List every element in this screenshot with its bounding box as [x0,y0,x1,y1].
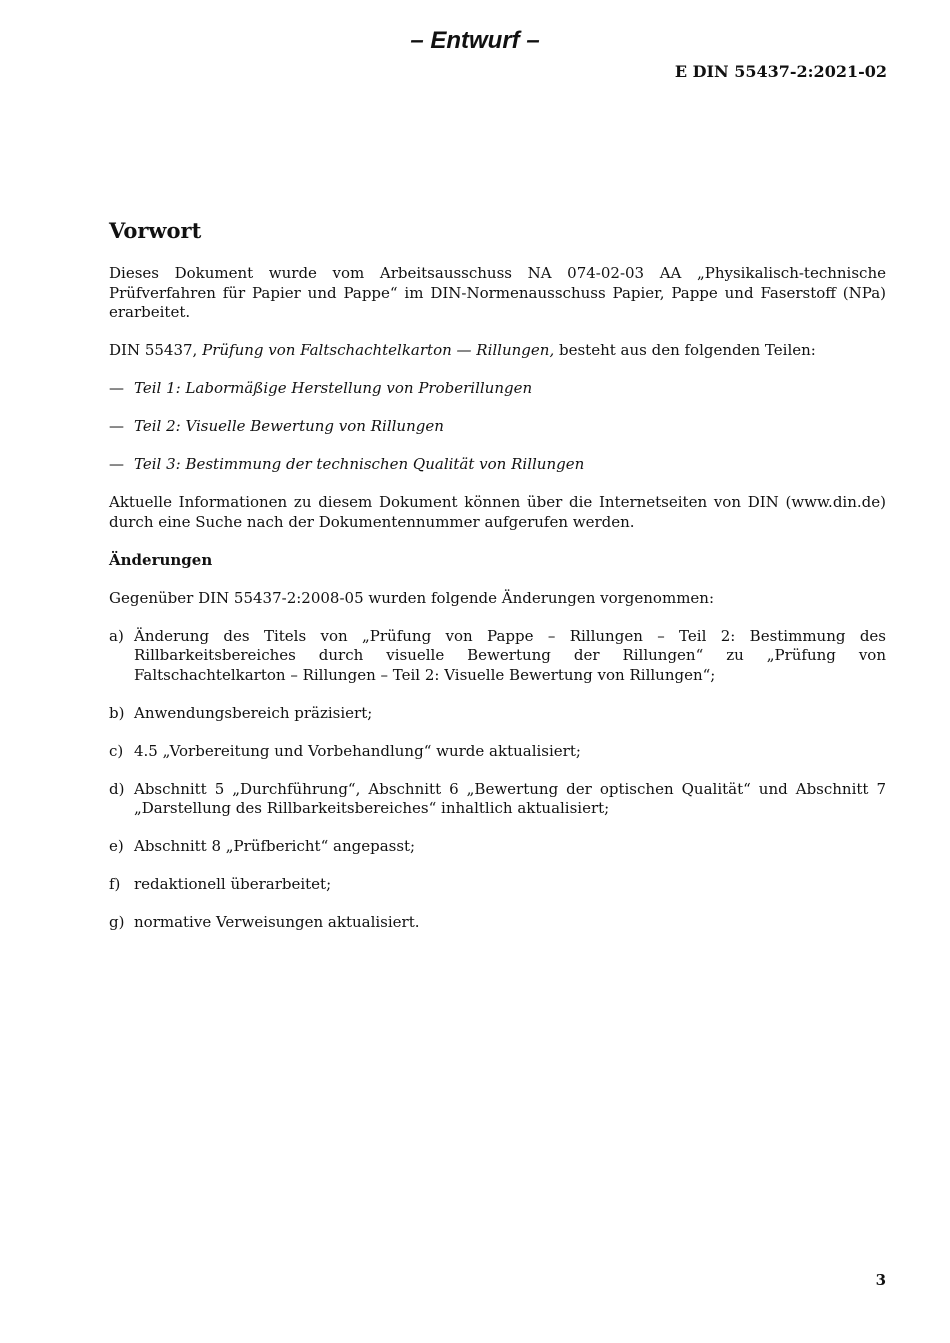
change-text: redaktionell überarbeitet; [134,875,332,893]
foreword-intro: Dieses Dokument wurde vom Arbeitsausschuss NA 074-02-03 AA „Physikalisch-technische Prüfverfahren für Papier und Pappe“ im DIN-Normenausschuss Papier, Pappe und Faserstoff (NPa) erarbeitet. [109,264,886,321]
info-paragraph: Aktuelle Informationen zu diesem Dokument können über die Internetseiten von DIN (www.din.de) durch eine Suche nach der Dokumentennummer aufgerufen werden. [109,493,886,531]
change-text: Abschnitt 8 „Prüfbericht“ angepasst; [134,837,416,855]
change-text: Anwendungsbereich präzisiert; [134,703,373,722]
part-title: Teil 1: Labormäßige Herstellung von Proberillungen [134,379,533,397]
changes-heading: Änderungen [109,550,213,569]
change-text: Änderung des Titels von „Prüfung von Pappe – Rillungen – Teil 2: Bestimmung des Rillbarkeitsbereiches durch visuelle Bewertung der Rillungen“ zu „Prüfung von Faltschachtelkarton – Rillungen – Teil 2: Visuelle Bewertung von Rillungen“; [134,626,886,684]
change-marker: d) [109,779,125,798]
draft-label: – Entwurf – [410,27,540,54]
change-text: normative Verweisungen aktualisiert. [134,913,420,931]
parts-intro-prefix: DIN 55437, [109,341,203,359]
list-dash: — [109,379,124,397]
change-item [109,627,886,686]
part-title: Teil 2: Visuelle Bewertung von Rillungen [134,417,444,435]
parts-intro-title: Prüfung von Faltschachtelkarton — Rillungen, [202,341,555,359]
change-marker: g) [109,913,125,931]
parts-intro [109,341,886,361]
change-item [109,704,886,724]
change-marker: a) [109,626,124,645]
part-list-item [109,417,886,437]
document-id: E DIN 55437-2:2021-02 [674,62,887,81]
change-text: Abschnitt 5 „Durchführung“, Abschnitt 6 „Bewertung der optischen Qualität“ und Abschnitt 7 „Darstellung des Rillbarkeitsbereiches“ inhaltlich aktualisiert; [134,779,886,817]
change-text: 4.5 „Vorbereitung und Vorbehandlung“ wurde aktualisiert; [134,741,581,760]
part-list-item [109,455,886,475]
change-item [109,742,886,762]
parts-intro-suffix: besteht aus den folgenden Teilen: [554,341,816,359]
part-title: Teil 3: Bestimmung der technischen Qualität von Rillungen [134,455,585,473]
change-marker: c) [109,741,124,760]
change-marker: e) [109,837,124,855]
list-dash: — [109,455,124,473]
document-body [109,217,886,951]
change-marker: f) [109,875,121,893]
change-item [109,875,886,895]
foreword-title: Vorwort [109,218,202,243]
part-list-item [109,379,886,399]
change-item [109,837,886,857]
list-dash: — [109,417,124,435]
change-marker: b) [109,703,125,722]
change-item [109,780,886,819]
changes-intro: Gegenüber DIN 55437-2:2008-05 wurden folgende Änderungen vorgenommen: [109,588,715,607]
page-number: 3 [875,1271,886,1289]
change-item [109,913,886,933]
